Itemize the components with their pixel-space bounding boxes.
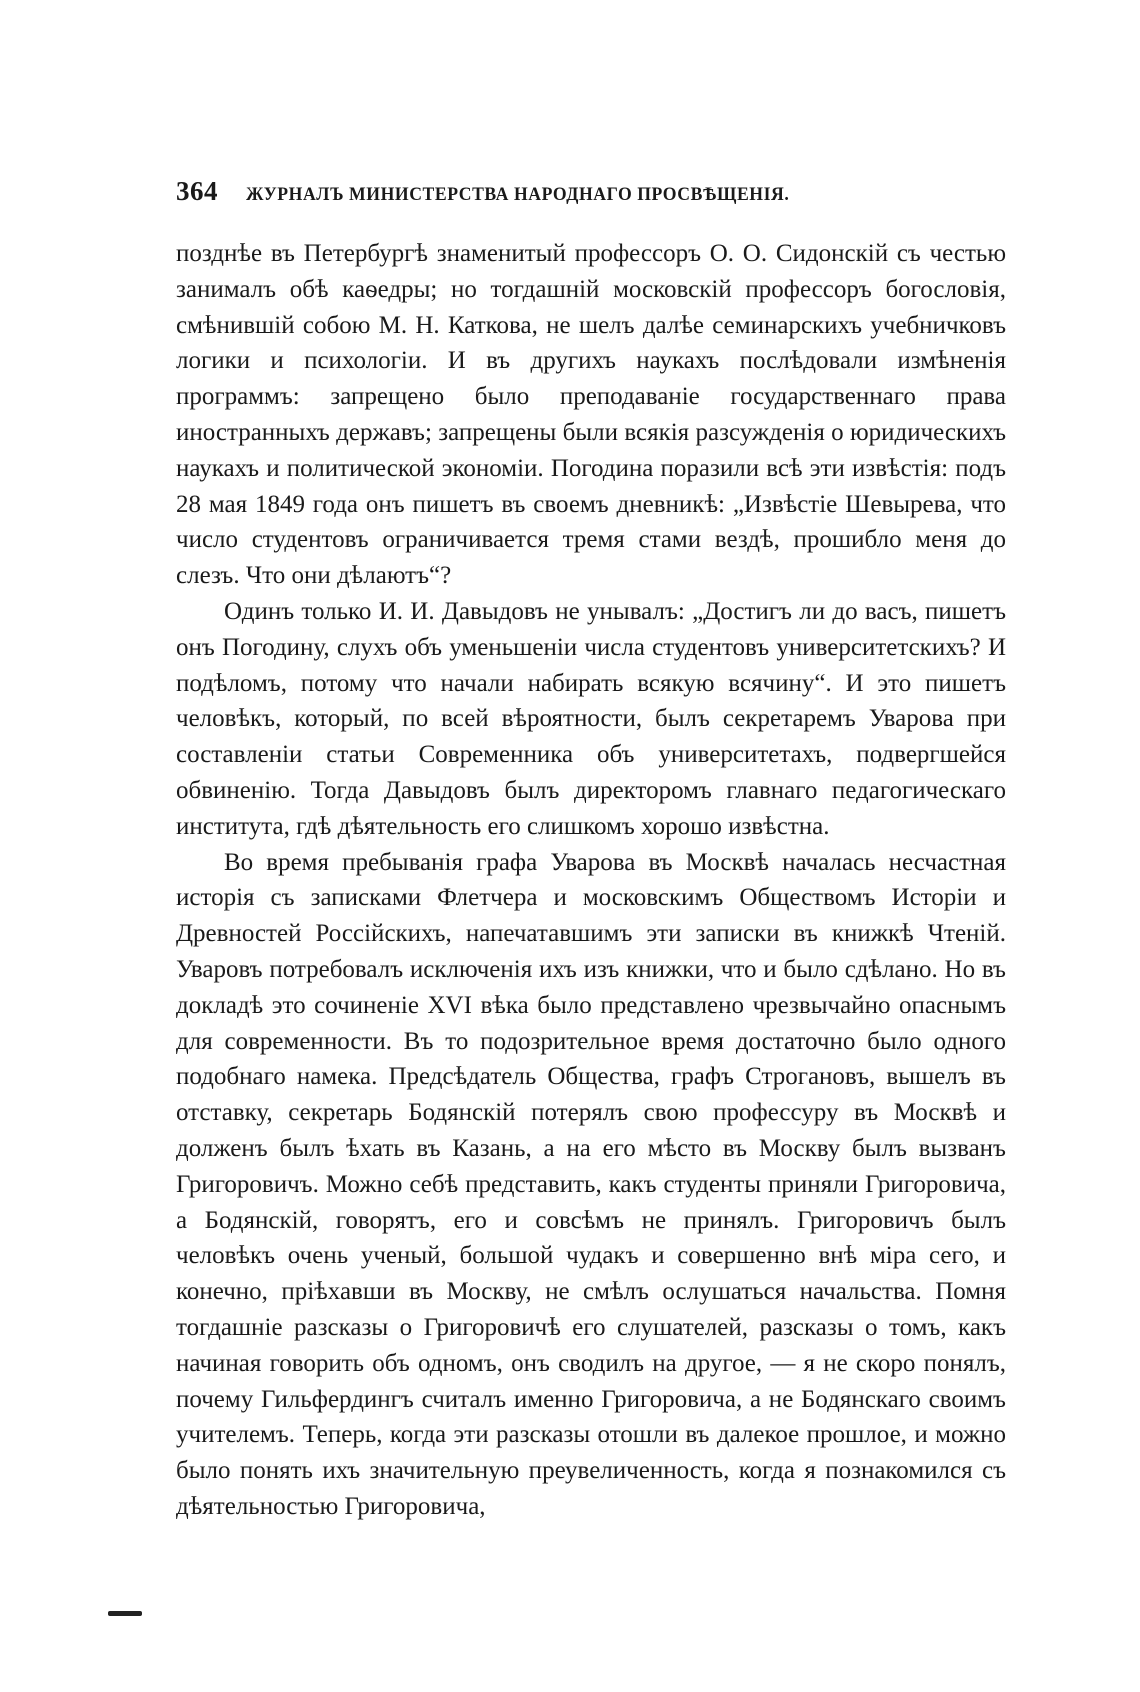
printer-mark (108, 1611, 142, 1616)
paragraph-continued: позднѣе въ Петербургѣ знаменитый профессоръ О. О. Сидонскій съ честью занималъ обѣ каѳедры; но тогдашній московскій профессоръ богословія, смѣнившій собою М. Н. Каткова, не шелъ далѣе семинарскихъ учебничковъ логики и психологіи. И въ другихъ наукахъ послѣдовали измѣненія программъ: запрещено было преподаваніе государственнаго права иностранныхъ державъ; запрещены были всякія разсужденія о юридическихъ наукахъ и политической экономіи. Погодина поразили всѣ эти извѣстія: подъ 28 мая 1849 года онъ пишетъ въ своемъ дневникѣ: „Извѣстіе Шевырева, что число студентовъ ограничивается тремя стами вездѣ, прошибло меня до слезъ. Что они дѣлаютъ“? (176, 240, 1006, 590)
journal-title: ЖУРНАЛЪ МИНИСТЕРСТВА НАРОДНАГО ПРОСВѢЩЕНІЯ. (246, 184, 790, 205)
running-head (176, 176, 1006, 216)
page-number: 364 (176, 176, 218, 206)
paragraph-davydov: Одинъ только И. И. Давыдовъ не унывалъ: „Достигъ ли до васъ, пишетъ онъ Погодину, слухъ объ уменьшеніи числа студентовъ университетскихъ? И подѣломъ, потому что начали набирать всякую всячину“. И это пишетъ человѣкъ, который, по всей вѣроятности, былъ секретаремъ Уварова при составленіи статьи Современника объ университетахъ, подвергшейся обвиненію. Тогда Давыдовъ былъ директоромъ главнаго педагогическаго института, гдѣ дѣятельность его слишкомъ хорошо извѣстна. (176, 597, 1006, 840)
body-text (176, 236, 1006, 1525)
paragraph-uvarov: Во время пребыванія графа Уварова въ Москвѣ началась несчастная исторія съ записками Флетчера и московскимъ Обществомъ Исторіи и Древностей Россійскихъ, напечатавшимъ эти записки въ книжкѣ Чтеній. Уваровъ потребовалъ исключенія ихъ изъ книжки, что и было сдѣлано. Но въ докладѣ это сочиненіе XVI вѣка было представлено чрезвычайно опаснымъ для современности. Въ то подозрительное время достаточно было одного подобнаго намека. Предсѣдатель Общества, графъ Строгановъ, вышелъ въ отставку, секретарь Бодянскій потерялъ свою профессуру въ Москвѣ и долженъ былъ ѣхать въ Казань, а на его мѣсто въ Москву былъ вызванъ Григоровичъ. Можно себѣ представить, какъ студенты приняли Григоровича, а Бодянскій, говорятъ, его и совсѣмъ не принялъ. Григоровичъ былъ человѣкъ очень ученый, большой чудакъ и совершенно внѣ міра сего, и конечно, пріѣхавши въ Москву, не смѣлъ ослушаться начальства. Помня тогдашніе разсказы о Григоровичѣ его слушателей, разсказы о томъ, какъ начиная говорить объ одномъ, онъ сводилъ на другое, — я не скоро понялъ, почему Гильфердингъ считалъ именно Григоровича, а не Бодянскаго своимъ учителемъ. Теперь, когда эти разсказы отошли въ далекое прошлое, и можно было понять ихъ значительную преувеличенность, когда я познакомился съ дѣятельностью Григоровича, (176, 848, 1006, 1520)
